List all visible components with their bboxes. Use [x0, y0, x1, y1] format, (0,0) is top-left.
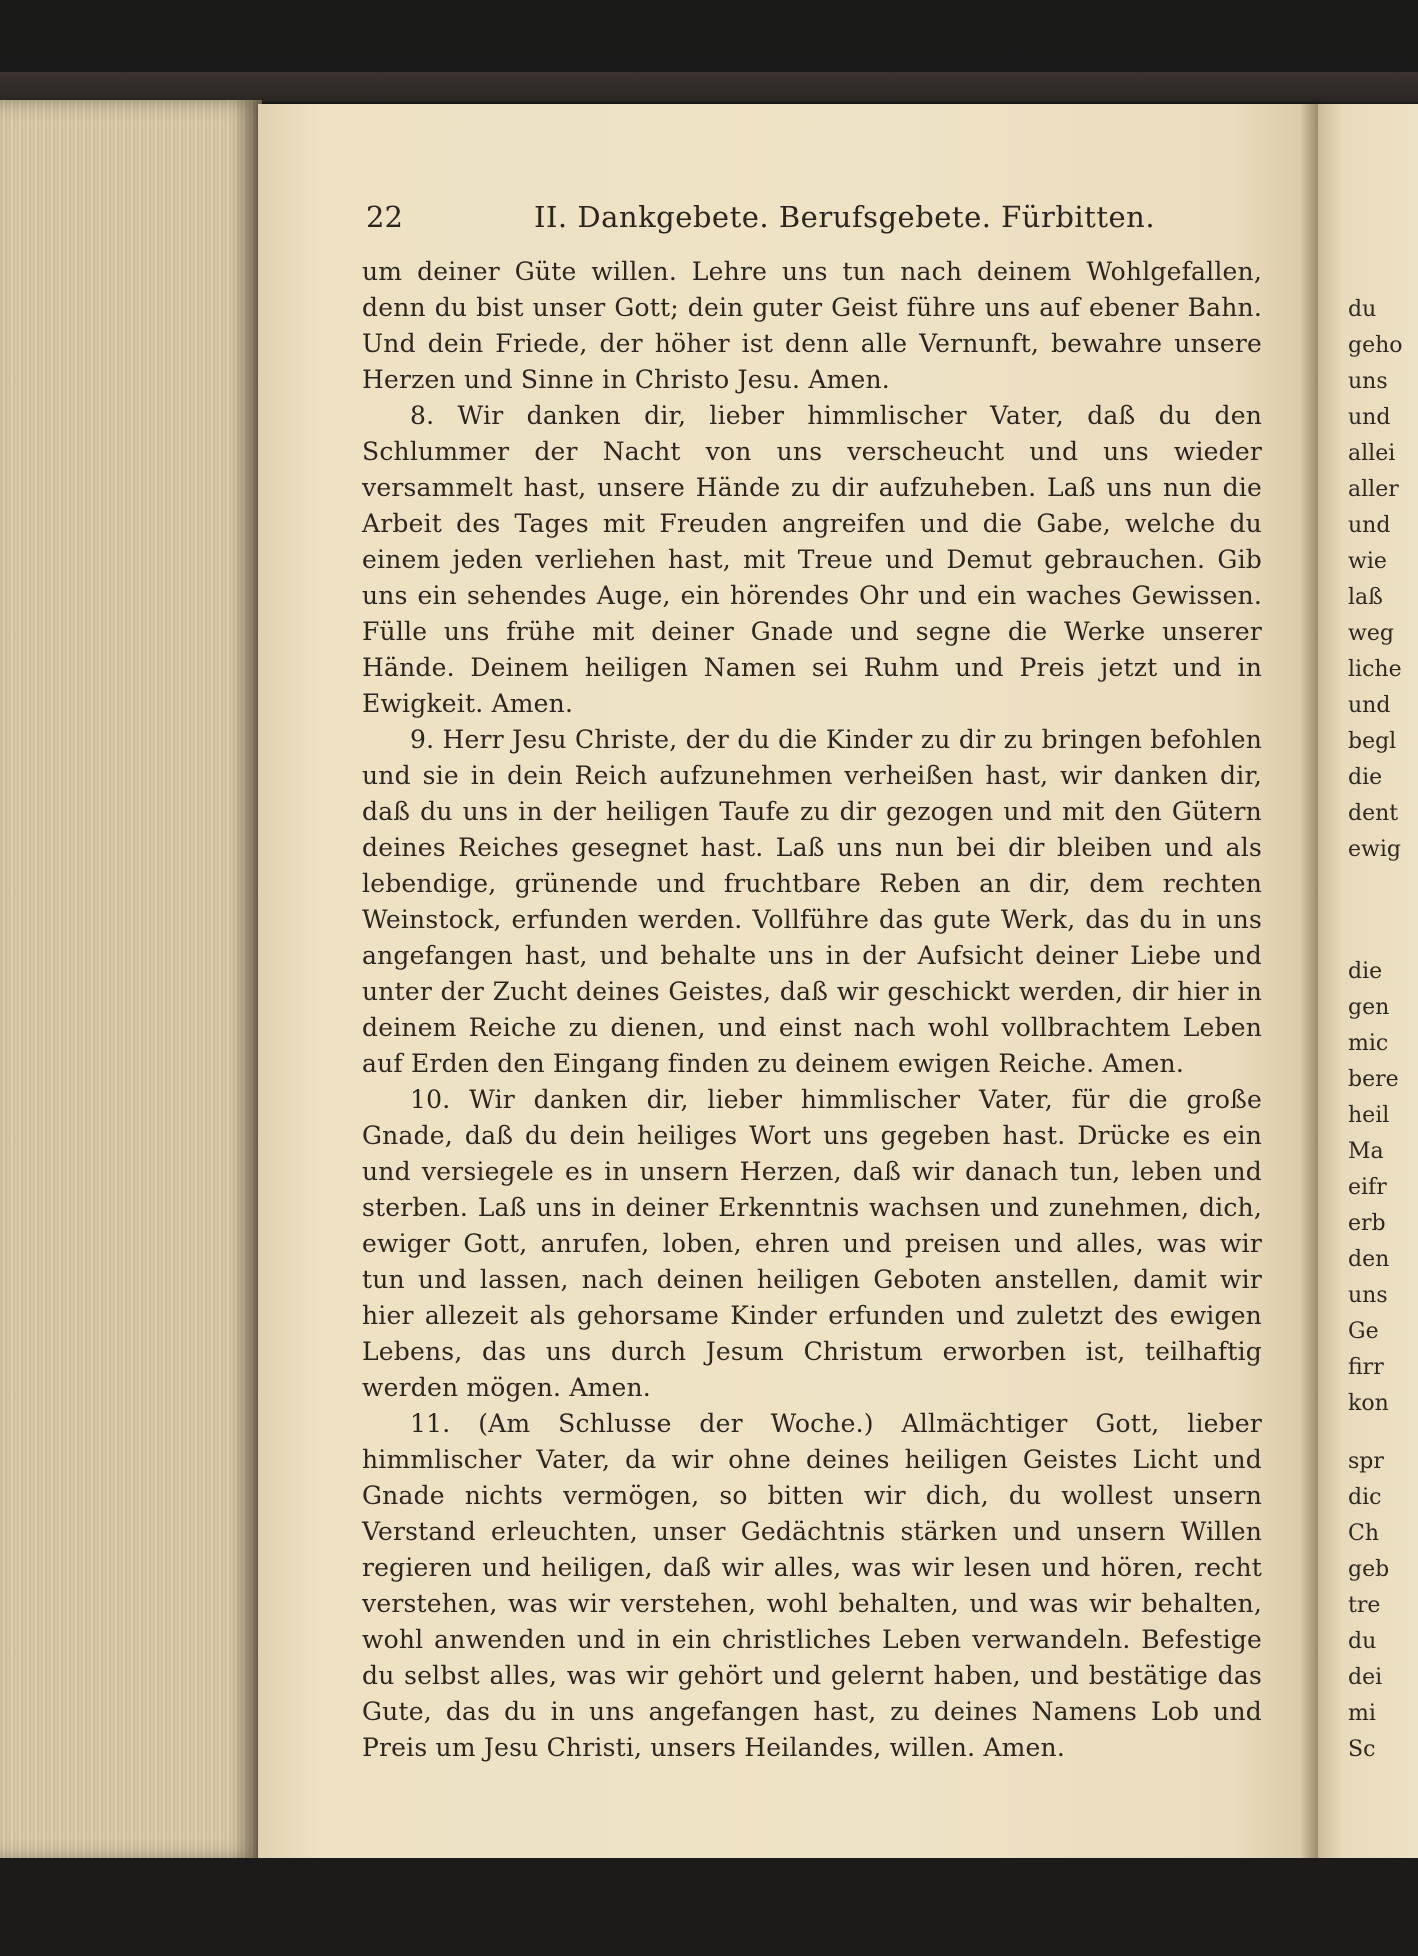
fragment: spr: [1348, 1449, 1384, 1474]
paragraph-prayer-10: 10. Wir danken dir, lieber himmlischer Vater, für die große Gnade, daß du dein heiliges Wort uns gegeben hast. Drücke es ein und versiegele es in unsern Herzen, daß wir danach tun, leben und sterben. Laß uns in deiner Erkenntnis wachsen und zunehmen, dich, ewiger Gott, anrufen, loben, ehren und preisen und alles, was wir tun und lassen, nach deinen heiligen Geboten anstellen, damit wir hier allezeit als gehorsame Kinder erfunden und zuletzt des ewigen Lebens, das uns durch Jesum Christum erworben ist, teilhaftig werden mögen. Amen.: [362, 1085, 1262, 1402]
fragment: begl: [1348, 729, 1397, 754]
fragment: die: [1348, 959, 1383, 984]
facing-page-fragments-middle: [1348, 954, 1399, 1422]
fragment: du: [1348, 1629, 1377, 1654]
page-block-edges: [0, 100, 262, 1860]
paragraph-prayer-9: 9. Herr Jesu Christe, der du die Kinder zu dir zu bringen befohlen und sie in dein Reich aufzunehmen verheißen hast, wir danken dir, daß du uns in der heiligen Taufe zu dir gezogen und mit den Gütern deines Reiches gesegnet hast. Laß uns nun bei dir bleiben und als lebendige, grünende und fruchtbare Reben an dir, dem rechten Weinstock, erfunden werden. Vollführe das gute Werk, das du in uns angefangen hast, und behalte uns in der Aufsicht deiner Liebe und unter der Zucht deines Geistes, daß wir geschickt werden, dir hier in deinem Reiche zu dienen, und einst nach wohl vollbrachtem Leben auf Erden den Eingang finden zu deinem ewigen Reiche. Amen.: [362, 725, 1262, 1078]
fragment: Ch: [1348, 1521, 1380, 1546]
fragment: liche: [1348, 657, 1402, 682]
facing-page-edge: [1318, 104, 1418, 1860]
fragment: erb: [1348, 1211, 1386, 1236]
fragment: Ge: [1348, 1319, 1379, 1344]
fragment: laß: [1348, 585, 1383, 610]
fragment: du: [1348, 297, 1377, 322]
paragraph-continuation: um deiner Güte willen. Lehre uns tun nach deinem Wohlgefallen, denn du bist unser Gott; dein guter Geist führe uns auf ebener Bahn. Und dein Friede, der höher ist denn alle Vernunft, bewahre unsere Herzen und Sinne in Christo Jesu. Amen.: [362, 257, 1262, 394]
fragment: weg: [1348, 621, 1394, 646]
fragment: Sc: [1348, 1737, 1376, 1762]
fragment: Ma: [1348, 1139, 1384, 1164]
fragment: den: [1348, 1247, 1390, 1272]
book-cover-edge: [0, 72, 1418, 102]
fragment: und: [1348, 405, 1391, 430]
fragment: geho: [1348, 333, 1403, 358]
fragment: firr: [1348, 1355, 1384, 1380]
fragment: mic: [1348, 1031, 1389, 1056]
fragment: uns: [1348, 369, 1388, 394]
paragraph-prayer-11: 11. (Am Schlusse der Woche.) Allmächtiger Gott, lieber himmlischer Vater, da wir ohne deines heiligen Geistes Licht und Gnade nichts vermögen, so bitten wir dich, du wollest unsern Verstand erleuchten, unser Gedächtnis stärken und unsern Willen regieren und heiligen, daß wir alles, was wir lesen und hören, recht verstehen, was wir verstehen, wohl behalten, und was wir behalten, wohl anwenden und in ein christliches Leben verwandeln. Befestige du selbst alles, was wir gehört und gelernt haben, und bestätige das Gute, das du in uns angefangen hast, zu deines Namens Lob und Preis um Jesu Christi, unsers Heilandes, willen. Amen.: [362, 1409, 1262, 1762]
fragment: aller: [1348, 477, 1399, 502]
fragment: eifr: [1348, 1175, 1387, 1200]
page-number: 22: [366, 200, 403, 234]
fragment: und: [1348, 513, 1391, 538]
fragment: und: [1348, 693, 1391, 718]
facing-page-fragments-top: [1348, 292, 1403, 868]
fragment: geb: [1348, 1557, 1390, 1582]
fragment: bere: [1348, 1067, 1399, 1092]
facing-page-fragments-bottom: [1348, 1444, 1389, 1768]
paragraph-prayer-8: 8. Wir danken dir, lieber himmlischer Vater, daß du den Schlummer der Nacht von uns verscheucht und uns wieder versammelt hast, unsere Hände zu dir aufzuheben. Laß uns nun die Arbeit des Tages mit Freuden angreifen und die Gabe, welche du einem jeden verliehen hast, mit Treue und Demut gebrauchen. Gib uns ein sehendes Auge, ein hörendes Ohr und ein waches Gewissen. Fülle uns frühe mit deiner Gnade und segne die Werke unserer Hände. Deinem heiligen Namen sei Ruhm und Preis jetzt und in Ewigkeit. Amen.: [362, 401, 1262, 718]
fragment: dent: [1348, 801, 1399, 826]
fragment: uns: [1348, 1283, 1388, 1308]
fragment: heil: [1348, 1103, 1390, 1128]
fragment: gen: [1348, 995, 1390, 1020]
book-page: [258, 104, 1318, 1860]
fragment: allei: [1348, 441, 1396, 466]
book-bottom-edge: [0, 1858, 1418, 1956]
fragment: mi: [1348, 1701, 1376, 1726]
fragment: dei: [1348, 1665, 1383, 1690]
fragment: ewig: [1348, 837, 1401, 862]
fragment: dic: [1348, 1485, 1382, 1510]
fragment: die: [1348, 765, 1383, 790]
page-header: [366, 200, 1186, 248]
fragment: tre: [1348, 1593, 1381, 1618]
fragment: kon: [1348, 1391, 1389, 1416]
fragment: wie: [1348, 549, 1387, 574]
running-title: II. Dankgebete. Berufsgebete. Fürbitten.: [534, 200, 1156, 234]
prayer-text: [362, 254, 1262, 1766]
